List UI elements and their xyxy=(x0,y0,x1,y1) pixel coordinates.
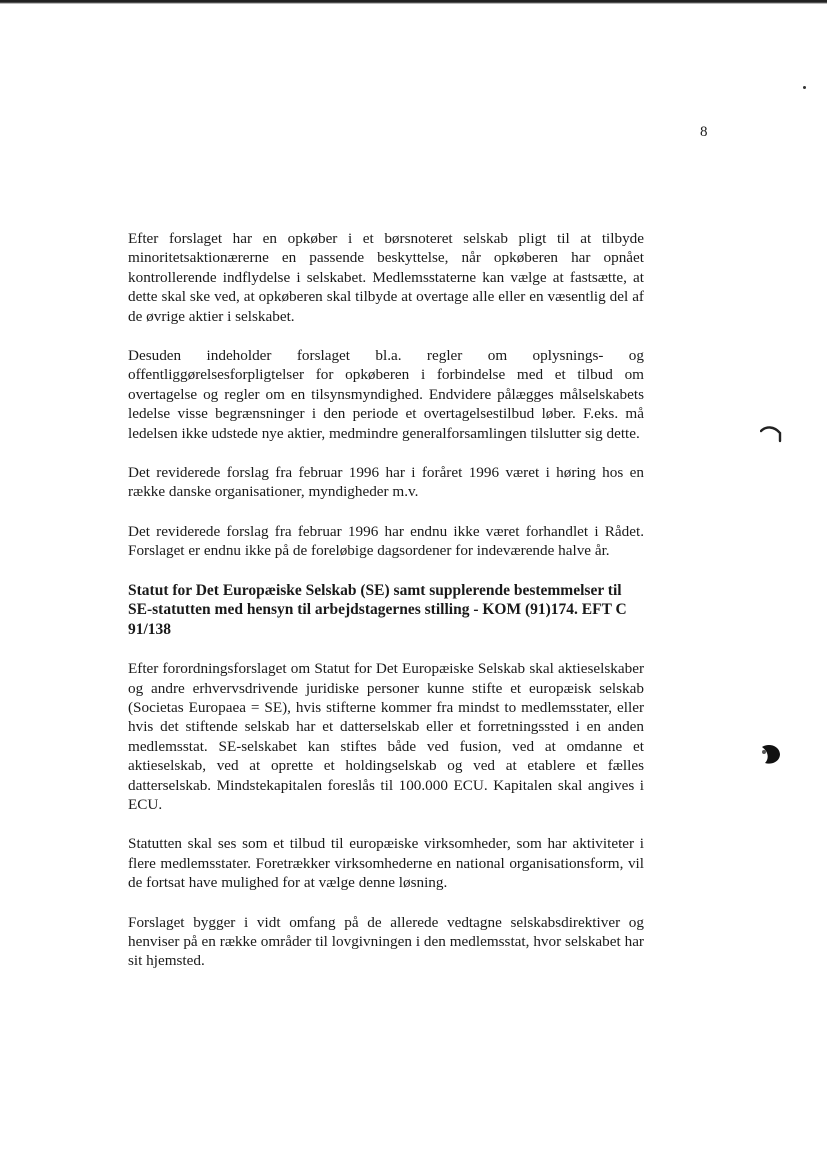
document-body xyxy=(128,229,644,991)
paragraph-council-status: Det reviderede forslag fra februar 1996 har endnu ikke været forhandlet i Rådet. Forslaget er endnu ikke på de foreløbige dagsordener for indeværende halve år. xyxy=(128,522,644,560)
section-heading-se-statute: Statut for Det Europæiske Selskab (SE) samt supplerende bestemmelser til SE-statutten med hensyn til arbejdstagernes stilling - KOM (91)174. EFT C 91/138 xyxy=(128,581,627,638)
paragraph-se-formation: Efter forordningsforslaget om Statut for Det Europæiske Selskab skal aktieselskaber og andre erhvervsdrivende juridiske personer kunne stifte et europæisk selskab (Societas Europaea = SE), hvis stifterne kommer fra mindst to medlemsstater, eller hvis det stiftende selskab har et datterselskab eller et forretningssted i en anden medlemsstat. SE-selskabet kan stiftes både ved fusion, ved at omdanne et aktieselskab, ved at oprette et holdingselskab og ved at etablere et fælles datterselskab. Mindstekapitalen foreslås til 100.000 ECU. Kapitalen skal angives i ECU. xyxy=(128,660,644,814)
paragraph-takeover-obligation: Efter forslaget har en opkøber i et børsnoteret selskab pligt til at tilbyde minoritetsaktionærerne en passende beskyttelse, når opkøberen har opnået kontrollerende indflydelse i selskabet. Medlemsstaterne kan vælge at fastsætte, at dette skal ske ved, at opkøberen skal tilbyde at overtage alle eller en væsentlig del af de øvrige aktier i selskabet. xyxy=(128,230,644,325)
scan-hole-punch xyxy=(759,743,781,765)
scan-top-edge xyxy=(0,0,827,4)
paragraph-se-legislation: Forslaget bygger i vidt omfang på de allerede vedtagne selskabsdirektiver og henviser på en række områder til lovgivningen i den medlemsstat, hvor selskabet har sit hjemsted. xyxy=(128,913,644,970)
paragraph-se-offer: Statutten skal ses som et tilbud til europæiske virksomheder, som har aktiviteter i flere medlemsstater. Foretrækker virksomhederne en national organisationsform, vil de fortsat have mulighed for at vælge denne løsning. xyxy=(128,835,644,892)
paragraph-disclosure-rules: Desuden indeholder forslaget bl.a. regler om oplysnings- og offentliggørelsesforpligtelser for opkøberen i forbindelse med et tilbud om overtagelse og regler om en tilsynsmyndighed. Endvidere pålægges målselskabets ledelse visse begrænsninger i den periode et overtagelsestilbud løber. F.eks. må ledelsen ikke udstede nye aktier, medmindre generalforsamlingen tilslutter sig dette. xyxy=(128,347,644,442)
scan-speck xyxy=(803,86,806,89)
paragraph-consultation: Det reviderede forslag fra februar 1996 har i foråret 1996 været i høring hos en række danske organisationer, myndigheder m.v. xyxy=(128,464,644,501)
scan-punch-mark xyxy=(760,424,782,444)
page-number: 8 xyxy=(700,124,708,140)
